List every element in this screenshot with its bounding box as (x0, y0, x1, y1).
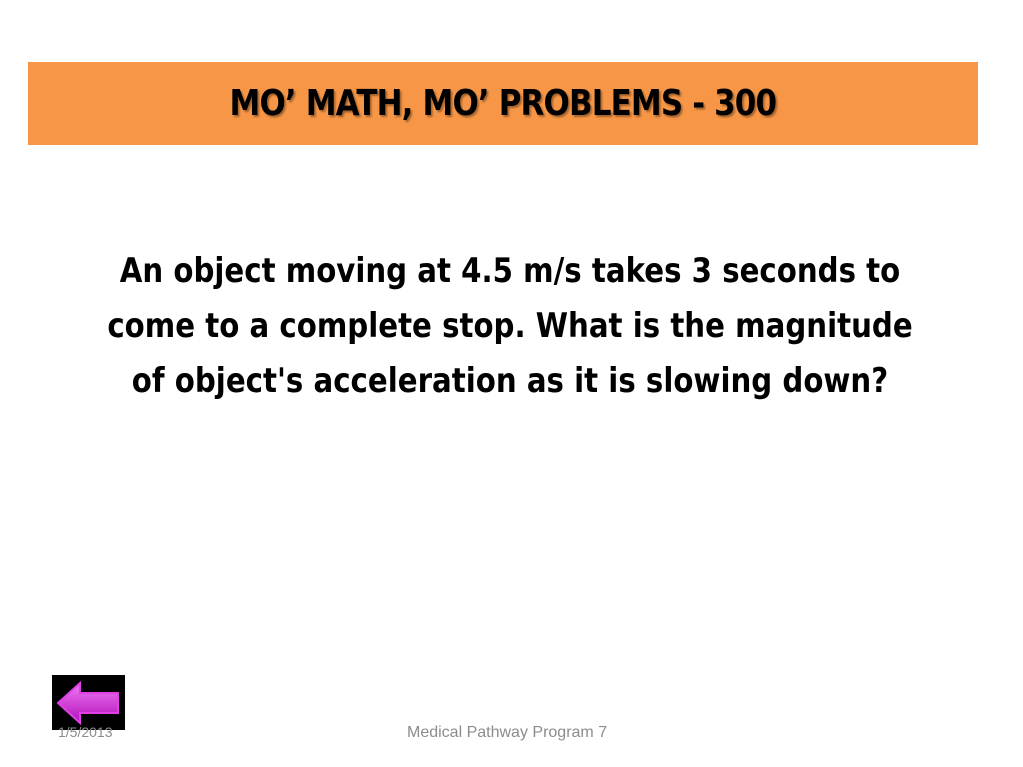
footer-program: Medical Pathway Program 7 (407, 724, 608, 741)
left-arrow-icon (56, 680, 122, 726)
title-bar (28, 62, 978, 145)
question-body: An object moving at 4.5 m/s takes 3 seconds to come to a complete stop. What is the magnitude of object's acceleration as it is slowing down? (107, 251, 913, 401)
back-button[interactable] (52, 675, 125, 730)
slide-title: MO’ MATH, MO’ PROBLEMS - 300 (229, 83, 777, 124)
footer-date: 1/5/2013 (58, 724, 113, 740)
question-text (40, 244, 980, 409)
